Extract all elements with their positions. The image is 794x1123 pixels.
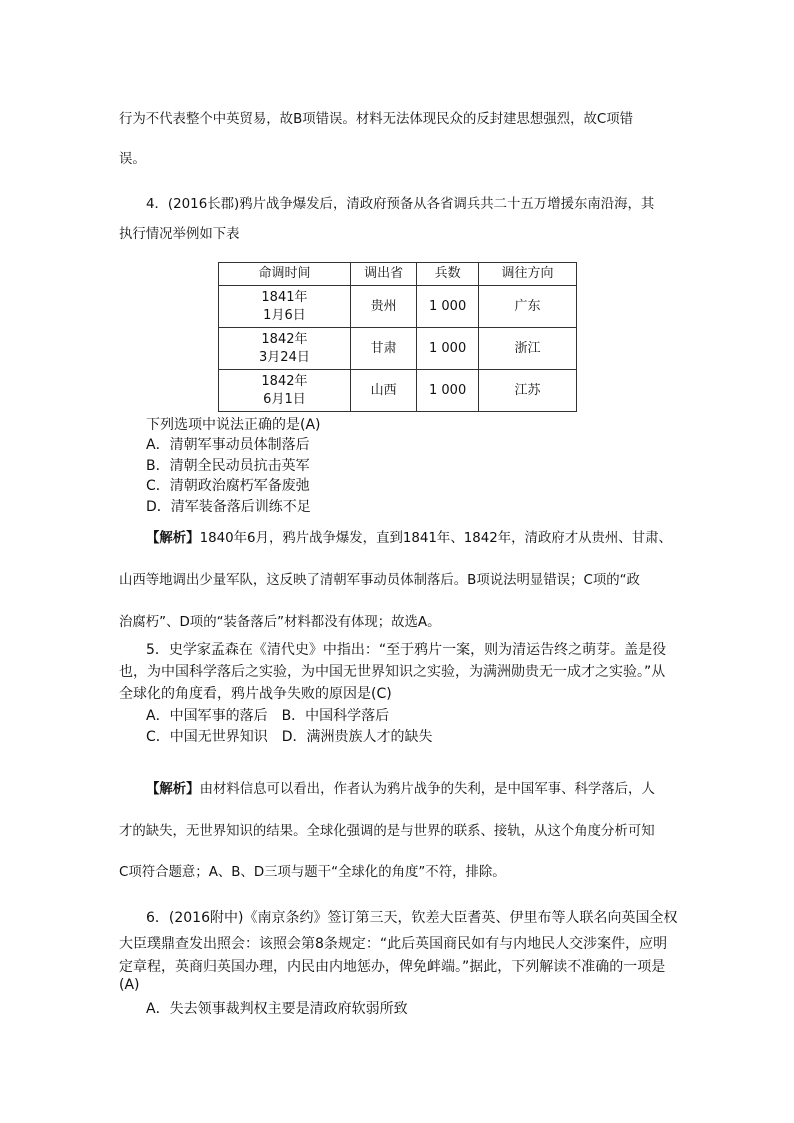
analysis-label: 【解析】 [146, 782, 200, 797]
q6-stem-line-1: 6．(2016附中)《南京条约》签订第三天，钦差大臣耆英、伊里布等人联名向英国全权 [146, 910, 678, 926]
direction-cell: 广东 [478, 286, 576, 328]
q5-stem-line-2: 也，为中国科学落后之实验，为中国无世界知识之实验，为满洲勋贵无一成才之实验。”从 [119, 664, 666, 680]
q5-analysis-line-1 [146, 778, 655, 797]
date-day: 3月24日 [259, 349, 310, 365]
date-cell [219, 286, 351, 328]
q5-stem-line-3: 全球化的角度看，鸦片战争失败的原因是(C) [119, 686, 392, 702]
table-row [219, 328, 577, 370]
q6-option-a: A．失去领事裁判权主要是清政府软弱所致 [146, 1001, 408, 1017]
table-row [219, 286, 577, 328]
q5-analysis-line-2: 才的缺失，无世界知识的结果。全球化强调的是与世界的联系、接轨，从这个角度分析可知 [119, 824, 655, 839]
q4-option-c: C．清朝政治腐朽军备废弛 [146, 478, 310, 494]
troops-cell: 1 000 [417, 370, 479, 412]
table-header-cell: 兵数 [417, 263, 479, 286]
q4-option-b: B．清朝全民动员抗击英军 [146, 458, 310, 474]
analysis-text: 由材料信息可以看出，作者认为鸦片战争的失利，是中国军事、科学落后，人 [199, 782, 655, 797]
province-cell: 甘肃 [350, 328, 416, 370]
date-cell [219, 370, 351, 412]
q4-prompt: 下列选项中说法正确的是(A) [146, 417, 321, 433]
analysis-text: 1840年6月，鸦片战争爆发，直到1841年、1842年，清政府才从贵州、甘肃、 [199, 531, 672, 546]
q6-stem-line-3: 定章程，英商归英国办理，内民由内地惩办，俾免衅端。”据此，下列解读不准确的一项是 [119, 959, 666, 975]
troops-cell: 1 000 [417, 328, 479, 370]
q4-option-a: A．清朝军事动员体制落后 [146, 437, 310, 453]
q4-option-d: D．清军装备落后训练不足 [146, 499, 311, 515]
q5-options-cd: C．中国无世界知识 D．满洲贵族人才的缺失 [146, 729, 433, 745]
date-day: 1月6日 [263, 307, 306, 323]
province-cell: 山西 [350, 370, 416, 412]
date-year: 1842年 [261, 373, 308, 389]
q6-stem-line-2: 大臣璞鼎查发出照会：该照会第8条规定：“此后英国商民如有与内地民人交涉案件，应明 [119, 936, 668, 952]
q4-analysis-line-1 [146, 527, 672, 546]
date-cell [219, 328, 351, 370]
direction-cell: 浙江 [478, 328, 576, 370]
date-year: 1841年 [261, 289, 308, 305]
date-year: 1842年 [261, 331, 308, 347]
troop-levy-table [218, 262, 577, 412]
q4-stem-line-2: 执行情况举例如下表 [119, 227, 240, 242]
table-header-cell: 调出省 [350, 263, 416, 286]
q4-analysis-line-2: 山西等地调出少量军队，这反映了清朝军事动员体制落后。B项说法明显错误；C项的“政 [119, 573, 640, 588]
text-line-1: 行为不代表整个中英贸易，故B项错误。材料无法体现民众的反封建思想强烈，故C项错 [119, 112, 633, 127]
q5-options-ab: A．中国军事的落后 B．中国科学落后 [146, 708, 390, 724]
q4-stem-line-1: 4．(2016长郡)鸦片战争爆发后，清政府预备从各省调兵共二十五万增援东南沿海，其 [146, 197, 655, 212]
analysis-label: 【解析】 [146, 531, 200, 546]
text-line-2: 误。 [119, 152, 146, 167]
table-header-row [219, 263, 577, 286]
q4-analysis-line-3: 治腐朽”、D项的“装备落后”材料都没有体现；故选A。 [119, 615, 441, 630]
q5-stem-line-1: 5．史学家孟森在《清代史》中指出：“至于鸦片一案，则为清运告终之萌芽。盖是役 [146, 642, 667, 658]
province-cell: 贵州 [350, 286, 416, 328]
q5-analysis-line-3: C项符合题意；A、B、D三项与题干“全球化的角度”不符，排除。 [119, 865, 506, 880]
q6-stem-line-4: (A) [119, 977, 140, 993]
table-header-cell: 调往方向 [478, 263, 576, 286]
table-header-cell: 命调时间 [219, 263, 351, 286]
table-row [219, 370, 577, 412]
direction-cell: 江苏 [478, 370, 576, 412]
troops-cell: 1 000 [417, 286, 479, 328]
date-day: 6月1日 [263, 391, 306, 407]
